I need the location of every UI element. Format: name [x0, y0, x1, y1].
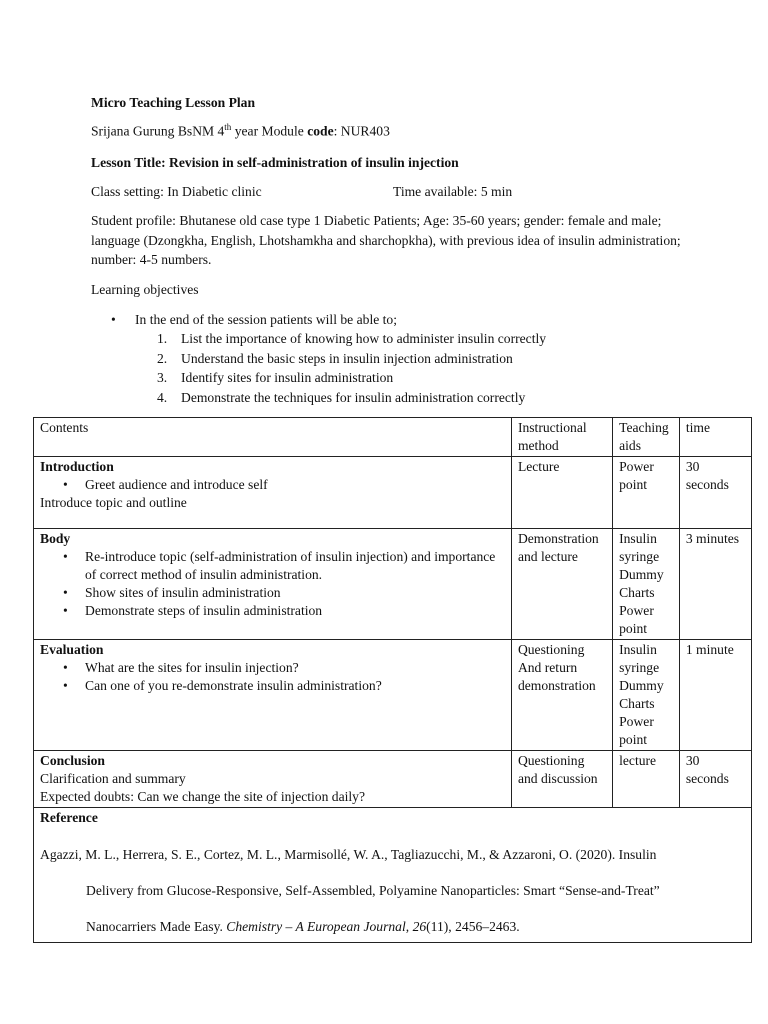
table-row [34, 808, 752, 943]
code-label: code [307, 123, 334, 139]
table-header-row [34, 418, 752, 457]
introduction-after: Introduce topic and outline [40, 495, 187, 510]
conclusion-line1: Clarification and summary [40, 771, 186, 786]
introduction-aids: Power point [613, 457, 680, 529]
header-time: time [679, 418, 751, 457]
reference-title: Reference [40, 810, 98, 825]
author-sup: th [224, 122, 232, 132]
body-aids: Insulin syringe Dummy Charts Power point [613, 529, 680, 640]
code-value: : NUR403 [333, 123, 390, 139]
objectives-list [107, 311, 727, 408]
list-item: • Re-introduce topic (self-administration of insulin injection) and importance of correct method of insulin administration. [85, 548, 505, 584]
conclusion-title: Conclusion [40, 753, 105, 768]
author-line [91, 122, 390, 140]
list-item: 4. Demonstrate the techniques for insulin administration correctly [157, 389, 526, 405]
introduction-method: Lecture [511, 457, 612, 529]
reference-line2: Delivery from Glucose-Responsive, Self-Assembled, Polyamine Nanoparticles: Smart “Sense-and-Treat” [86, 883, 660, 898]
list-item: 1. List the importance of knowing how to administer insulin correctly [157, 331, 547, 346]
reference-cell [34, 808, 752, 943]
header-aids: Teaching aids [613, 418, 680, 457]
conclusion-aids: lecture [613, 751, 680, 808]
evaluation-method: Questioning And return demonstration [511, 640, 612, 751]
time-available: Time available: 5 min [393, 184, 513, 199]
lesson-plan-table [33, 417, 752, 943]
body-title: Body [40, 531, 71, 546]
table-row [34, 640, 752, 751]
objectives-numbered [107, 330, 727, 408]
conclusion-cell [34, 751, 512, 808]
author-year: year Module [231, 123, 308, 139]
header-contents: Contents [34, 418, 512, 457]
introduction-time: 30 seconds [679, 457, 751, 529]
document-title: Micro Teaching Lesson Plan [91, 95, 256, 110]
evaluation-cell [34, 640, 512, 751]
conclusion-line2: Expected doubts: Can we change the site of injection daily? [40, 789, 366, 804]
list-item: • What are the sites for insulin injection? [85, 659, 505, 677]
table-row [34, 529, 752, 640]
introduction-cell [34, 457, 512, 529]
reference-line3: Nanocarriers Made Easy. Chemistry – A European Journal, 26(11), 2456–2463. [86, 919, 520, 934]
body-cell [34, 529, 512, 640]
evaluation-time: 1 minute [679, 640, 751, 751]
table-row [34, 457, 752, 529]
body-time: 3 minutes [679, 529, 751, 640]
table-row [34, 751, 752, 808]
conclusion-time: 30 seconds [679, 751, 751, 808]
list-item: • Greet audience and introduce self [85, 476, 505, 494]
class-setting-row [91, 183, 691, 201]
conclusion-method: Questioning and discussion [511, 751, 612, 808]
author-name: Srijana Gurung BsNM 4 [91, 123, 225, 139]
student-profile: Student profile: Bhutanese old case type 1 Diabetic Patients; Age: 35-60 years; gender: female and male; language (Dzongkha, English, Lhotshamkha and sharchopkha), with previous idea of insulin administration; number: 4-5 numbers. [91, 213, 681, 267]
journal-volume: 26 [412, 919, 427, 934]
evaluation-title: Evaluation [40, 642, 104, 657]
evaluation-aids: Insulin syringe Dummy Charts Power point [613, 640, 680, 751]
objectives-label: Learning objectives [91, 282, 199, 297]
list-item: • Can one of you re-demonstrate insulin administration? [85, 677, 505, 695]
class-setting: Class setting: In Diabetic clinic [91, 184, 262, 199]
list-item: • Show sites of insulin administration [85, 584, 505, 602]
header-method: Instructional method [511, 418, 612, 457]
introduction-title: Introduction [40, 459, 114, 474]
list-item: 3. Identify sites for insulin administration [157, 370, 394, 385]
objectives-intro: • In the end of the session patients will be able to; [107, 311, 727, 330]
reference-line1: Agazzi, M. L., Herrera, S. E., Cortez, M. L., Marmisollé, W. A., Tagliazucchi, M., & Azzaroni, O. (2020). Insulin [40, 847, 657, 862]
body-method: Demonstration and lecture [511, 529, 612, 640]
list-item: • Demonstrate steps of insulin administration [85, 602, 505, 620]
lesson-title: Lesson Title: Revision in self-administration of insulin injection [91, 155, 459, 170]
journal-name: Chemistry – A European Journal [226, 919, 406, 934]
list-item: 2. Understand the basic steps in insulin injection administration [157, 350, 513, 366]
